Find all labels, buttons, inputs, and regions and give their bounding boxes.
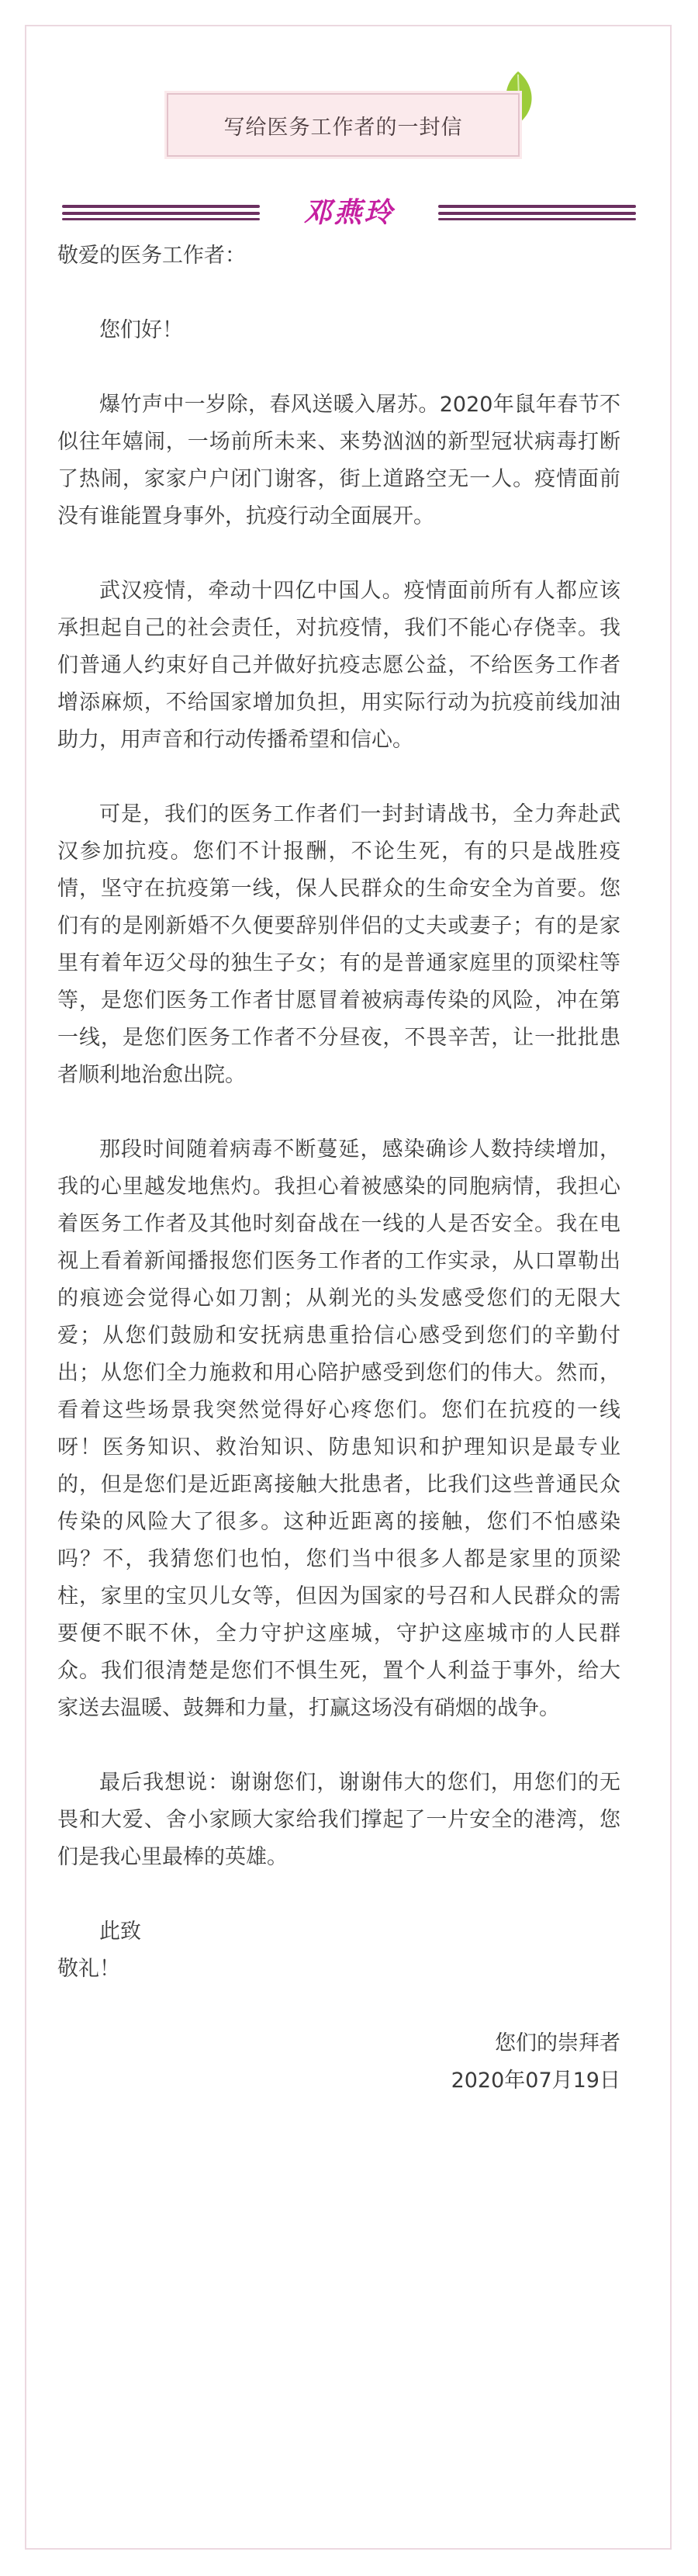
- left-decorative-rule: [62, 203, 260, 222]
- closing-line-2: 敬礼！: [57, 1957, 120, 1981]
- paragraph: 可是，我们的医务工作者们一封封请战书，全力奔赴武汉参加抗疫。您们不计报酬，不论生死，有的只是战胜疫情，坚守在抗疫第一线，保人民群众的生命安全为首要。您们有的是刚新婚不久便要辞别伴侣的丈夫或妻子；有的是家里有着年迈父母的独生子女；有的是普通家庭里的顶梁柱等等，是您们医务工作者甘愿冒着被病毒传染的风险，冲在第一线，是您们医务工作者不分昼夜，不畏辛苦，让一批批患者顺利地治愈出院。: [57, 802, 620, 1087]
- title-banner: [167, 93, 520, 157]
- page-title: 写给医务工作者的一封信: [223, 115, 463, 140]
- author-name: 邓燕玲: [303, 197, 395, 229]
- paragraph: 武汉疫情，牵动十四亿中国人。疫情面前所有人都应该承担起自己的社会责任，对抗疫情，我们不能心存侥幸。我们普通人约束好自己并做好抗疫志愿公益，不给医务工作者增添麻烦，不给国家增加负担，用实际行动为抗疫前线加油助力，用声音和行动传播希望和信心。: [57, 579, 620, 752]
- paragraph: 那段时间随着病毒不断蔓延，感染确诊人数持续增加，我的心里越发地焦灼。我担心着被感染的同胞病情，我担心着医务工作者及其他时刻奋战在一线的人是否安全。我在电视上看着新闻播报您们医务工作者的工作实录，从口罩勒出的痕迹会觉得心如刀割；从剃光的头发感受您们的无限大爱；从您们鼓励和安抚病患重拾信心感受到您们的辛勤付出；从您们全力施救和用心陪护感受到您们的伟大。然而，看着这些场景我突然觉得好心疼您们。您们在抗疫的一线呀！医务知识、救治知识、防患知识和护理知识是最专业的，但是您们是近距离接触大批患者，比我们这些普通民众传染的风险大了很多。这种近距离的接触，您们不怕感染吗？不，我猜您们也怕，您们当中很多人都是家里的顶梁柱，家里的宝贝儿女等，但因为国家的号召和人民群众的需要便不眠不休，全力守护这座城，守护这座城市的人民群众。我们很清楚是您们不惧生死，置个人利益于事外，给大家送去温暖、鼓舞和力量，打赢这场没有硝烟的战争。: [57, 1137, 620, 1720]
- salutation: 敬爱的医务工作者：: [57, 244, 246, 268]
- signature: 您们的崇拜者: [495, 2031, 620, 2055]
- letter-body: [57, 237, 620, 2100]
- paragraph: 爆竹声中一岁除，春风送暖入屠苏。2020年鼠年春节不似往年嬉闹，一场前所未来、来势汹汹的新型冠状病毒打断了热闹，家家户户闭门谢客，街上道路空无一人。疫情面前没有谁能置身事外，抗疫行动全面展开。: [57, 393, 620, 528]
- author-row: [62, 194, 636, 233]
- greeting: 您们好！: [99, 318, 183, 342]
- right-decorative-rule: [438, 203, 636, 222]
- paragraph: 最后我想说：谢谢您们，谢谢伟大的您们，用您们的无畏和大爱、舍小家顾大家给我们撑起了一片安全的港湾，您们是我心里最棒的英雄。: [57, 1771, 620, 1869]
- letter-date: 2020年07月19日: [451, 2069, 620, 2093]
- closing-line-1: 此致: [99, 1920, 141, 1944]
